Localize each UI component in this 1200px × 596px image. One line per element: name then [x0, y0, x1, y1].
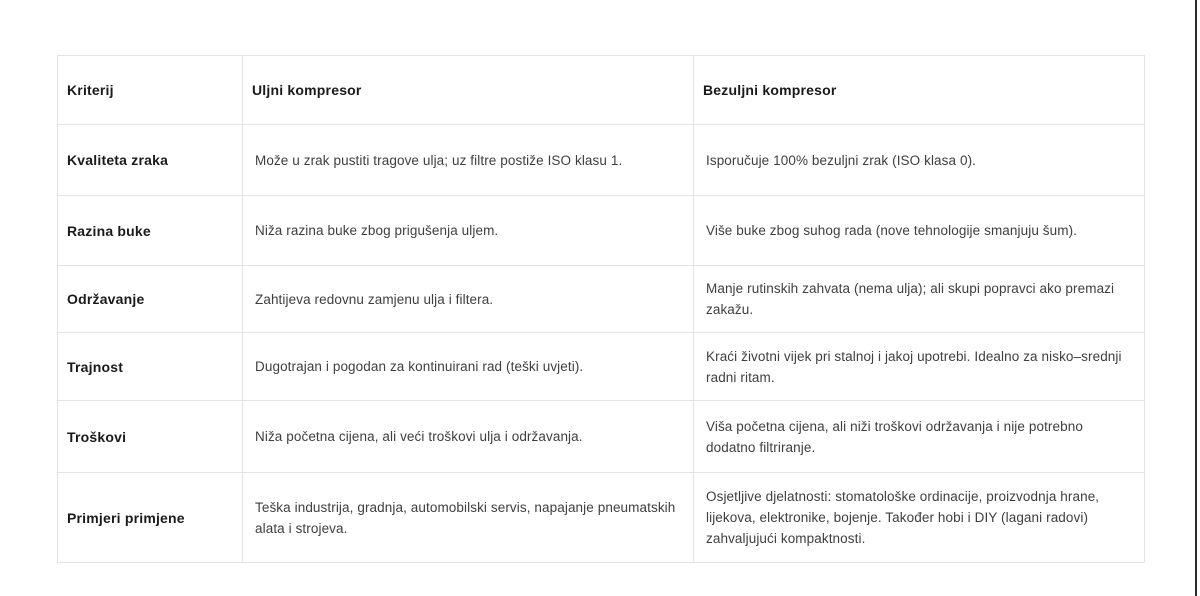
cell-kvaliteta-zraka-bezuljni: Isporučuje 100% bezuljni zrak (ISO klasa 0). — [694, 125, 1145, 196]
row-label-trajnost: Trajnost — [58, 333, 243, 401]
table-row — [58, 473, 1145, 563]
cell-trajnost-bezuljni: Kraći životni vijek pri stalnoj i jakoj upotrebi. Idealno za nisko–srednji radni ritam. — [694, 333, 1145, 401]
table-row — [58, 196, 1145, 266]
screen-right-edge-line — [1195, 0, 1197, 596]
cell-troskovi-uljni: Niža početna cijena, ali veći troškovi ulja i održavanja. — [243, 401, 694, 473]
cell-primjeri-primjene-bezuljni: Osjetljive djelatnosti: stomatološke ordinacije, proizvodnja hrane, lijekova, elektronike, bojenje. Također hobi i DIY (lagani radovi) zahvaljujući kompaktnosti. — [694, 473, 1145, 563]
table-body — [58, 125, 1145, 563]
cell-primjeri-primjene-uljni: Teška industrija, gradnja, automobilski servis, napajanje pneumatskih alata i strojeva. — [243, 473, 694, 563]
comparison-table — [57, 55, 1145, 563]
row-label-primjeri-primjene: Primjeri primjene — [58, 473, 243, 563]
cell-trajnost-uljni: Dugotrajan i pogodan za kontinuirani rad (teški uvjeti). — [243, 333, 694, 401]
header-cell-kriterij: Kriterij — [58, 56, 243, 125]
table-row — [58, 125, 1145, 196]
table-header — [58, 56, 1145, 125]
cell-razina-buke-bezuljni: Više buke zbog suhog rada (nove tehnologije smanjuju šum). — [694, 196, 1145, 266]
cell-odrzavanje-uljni: Zahtijeva redovnu zamjenu ulja i filtera. — [243, 266, 694, 333]
header-row — [58, 56, 1145, 125]
row-label-razina-buke: Razina buke — [58, 196, 243, 266]
table-row — [58, 333, 1145, 401]
cell-kvaliteta-zraka-uljni: Može u zrak pustiti tragove ulja; uz filtre postiže ISO klasu 1. — [243, 125, 694, 196]
header-cell-bezuljni-kompresor: Bezuljni kompresor — [694, 56, 1145, 125]
row-label-odrzavanje: Održavanje — [58, 266, 243, 333]
cell-troskovi-bezuljni: Viša početna cijena, ali niži troškovi održavanja i nije potrebno dodatno filtriranje. — [694, 401, 1145, 473]
cell-odrzavanje-bezuljni: Manje rutinskih zahvata (nema ulja); ali skupi popravci ako premazi zakažu. — [694, 266, 1145, 333]
table-row — [58, 401, 1145, 473]
row-label-kvaliteta-zraka: Kvaliteta zraka — [58, 125, 243, 196]
table-row — [58, 266, 1145, 333]
row-label-troskovi: Troškovi — [58, 401, 243, 473]
cell-razina-buke-uljni: Niža razina buke zbog prigušenja uljem. — [243, 196, 694, 266]
header-cell-uljni-kompresor: Uljni kompresor — [243, 56, 694, 125]
